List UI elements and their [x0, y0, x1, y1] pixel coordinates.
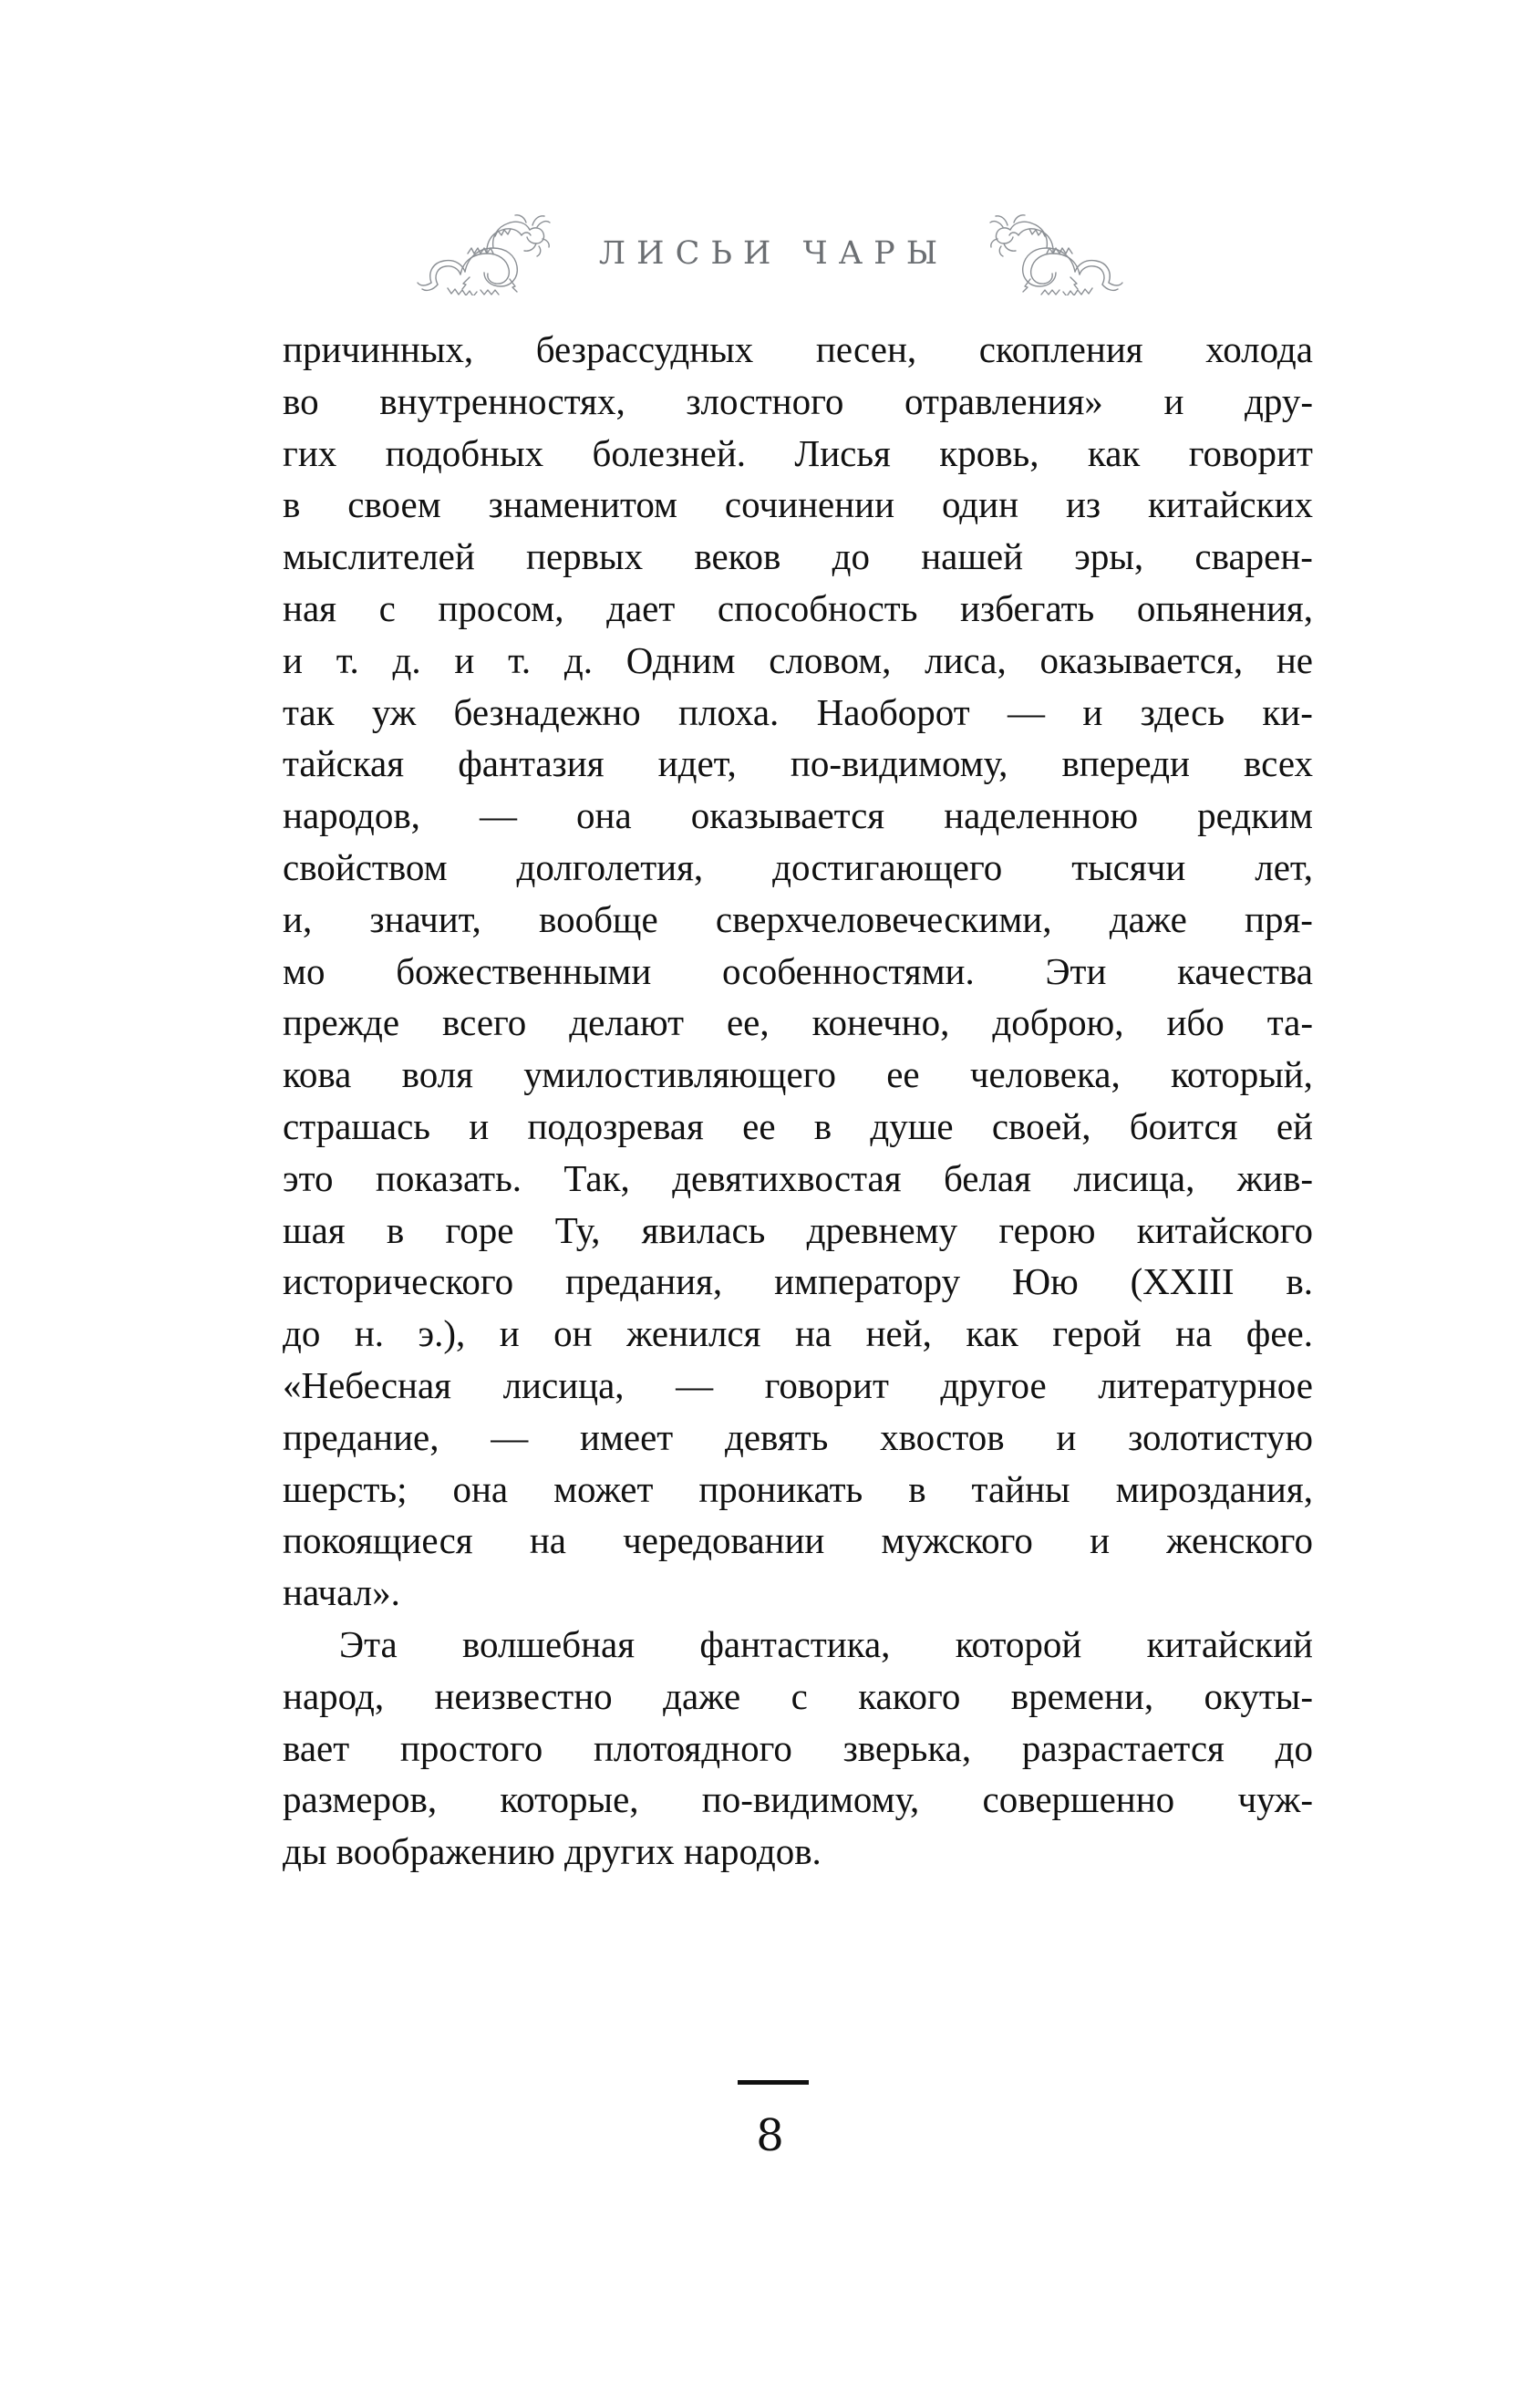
- text-line: и, значит, вообще сверхчеловеческими, даже пря-: [283, 897, 1313, 940]
- body-text: [283, 324, 1313, 1878]
- text-line: начал».: [283, 1571, 400, 1614]
- text-line: прежде всего делают ее, конечно, доброю, ибо та-: [283, 1001, 1313, 1044]
- text-line: в своем знаменитом сочинении один из китайских: [283, 483, 1313, 526]
- text-line: до н. э.), и он женился на ней, как герой на фее.: [283, 1312, 1313, 1355]
- text-line: мо божественными особенностями. Эти качества: [283, 949, 1313, 992]
- text-line: тайская фантазия идет, по-видимому, впереди всех: [283, 742, 1313, 785]
- text-line: причинных, безрассудных песен, скопления холода: [283, 328, 1313, 370]
- text-line: исторического предания, императору Юю (XXIII в.: [283, 1260, 1313, 1303]
- text-line: это показать. Так, девятихвостая белая лисица, жив-: [283, 1156, 1313, 1199]
- text-line: шая в горе Ту, явилась древнему герою китайского: [283, 1208, 1313, 1251]
- text-line: предание, — имеет девять хвостов и золотистую: [283, 1415, 1313, 1458]
- text-line: шерсть; она может проникать в тайны мироздания,: [283, 1467, 1313, 1510]
- text-line: во внутренностях, злостного отравления» и дру-: [283, 379, 1313, 422]
- text-line: «Небесная лисица, — говорит другое литературное: [283, 1363, 1313, 1406]
- running-head: [0, 208, 1540, 299]
- text-line: кова воля умилостивляющего ее человека, который,: [283, 1053, 1313, 1096]
- text-line: ды воображению других народов.: [283, 1830, 822, 1873]
- text-line: свойством долголетия, достигающего тысячи лет,: [283, 845, 1313, 888]
- text-line: и т. д. и т. д. Одним словом, лиса, оказывается, не: [283, 638, 1313, 681]
- text-line: народ, неизвестно даже с какого времени, окуты-: [283, 1674, 1313, 1717]
- text-line: покоящиеся на чередовании мужского и женского: [283, 1519, 1313, 1562]
- text-line: вает простого плотоядного зверька, разрастается до: [283, 1726, 1313, 1769]
- text-line: Эта волшебная фантастика, которой китайский: [339, 1622, 1313, 1665]
- text-line: ная с просом, дает способность избегать опьянения,: [283, 586, 1313, 629]
- text-line: так уж безнадежно плоха. Наоборот — и здесь ки-: [283, 690, 1313, 733]
- text-line: размеров, которые, по-видимому, совершенно чуж-: [283, 1778, 1313, 1821]
- dragon-icon: [988, 212, 1125, 295]
- text-line: страшась и подозревая ее в душе своей, боится ей: [283, 1104, 1313, 1147]
- page-number: 8: [756, 2110, 784, 2161]
- running-head-title: ЛИСЬИ ЧАРЫ: [598, 234, 949, 272]
- text-line: гих подобных болезней. Лисья кровь, как говорит: [283, 431, 1313, 474]
- text-line: народов, — она оказывается наделенною редким: [283, 794, 1313, 837]
- dragon-icon: [415, 212, 552, 295]
- text-line: мыслителей первых веков до нашей эры, сварен-: [283, 535, 1313, 578]
- folio-rule: [738, 2080, 809, 2085]
